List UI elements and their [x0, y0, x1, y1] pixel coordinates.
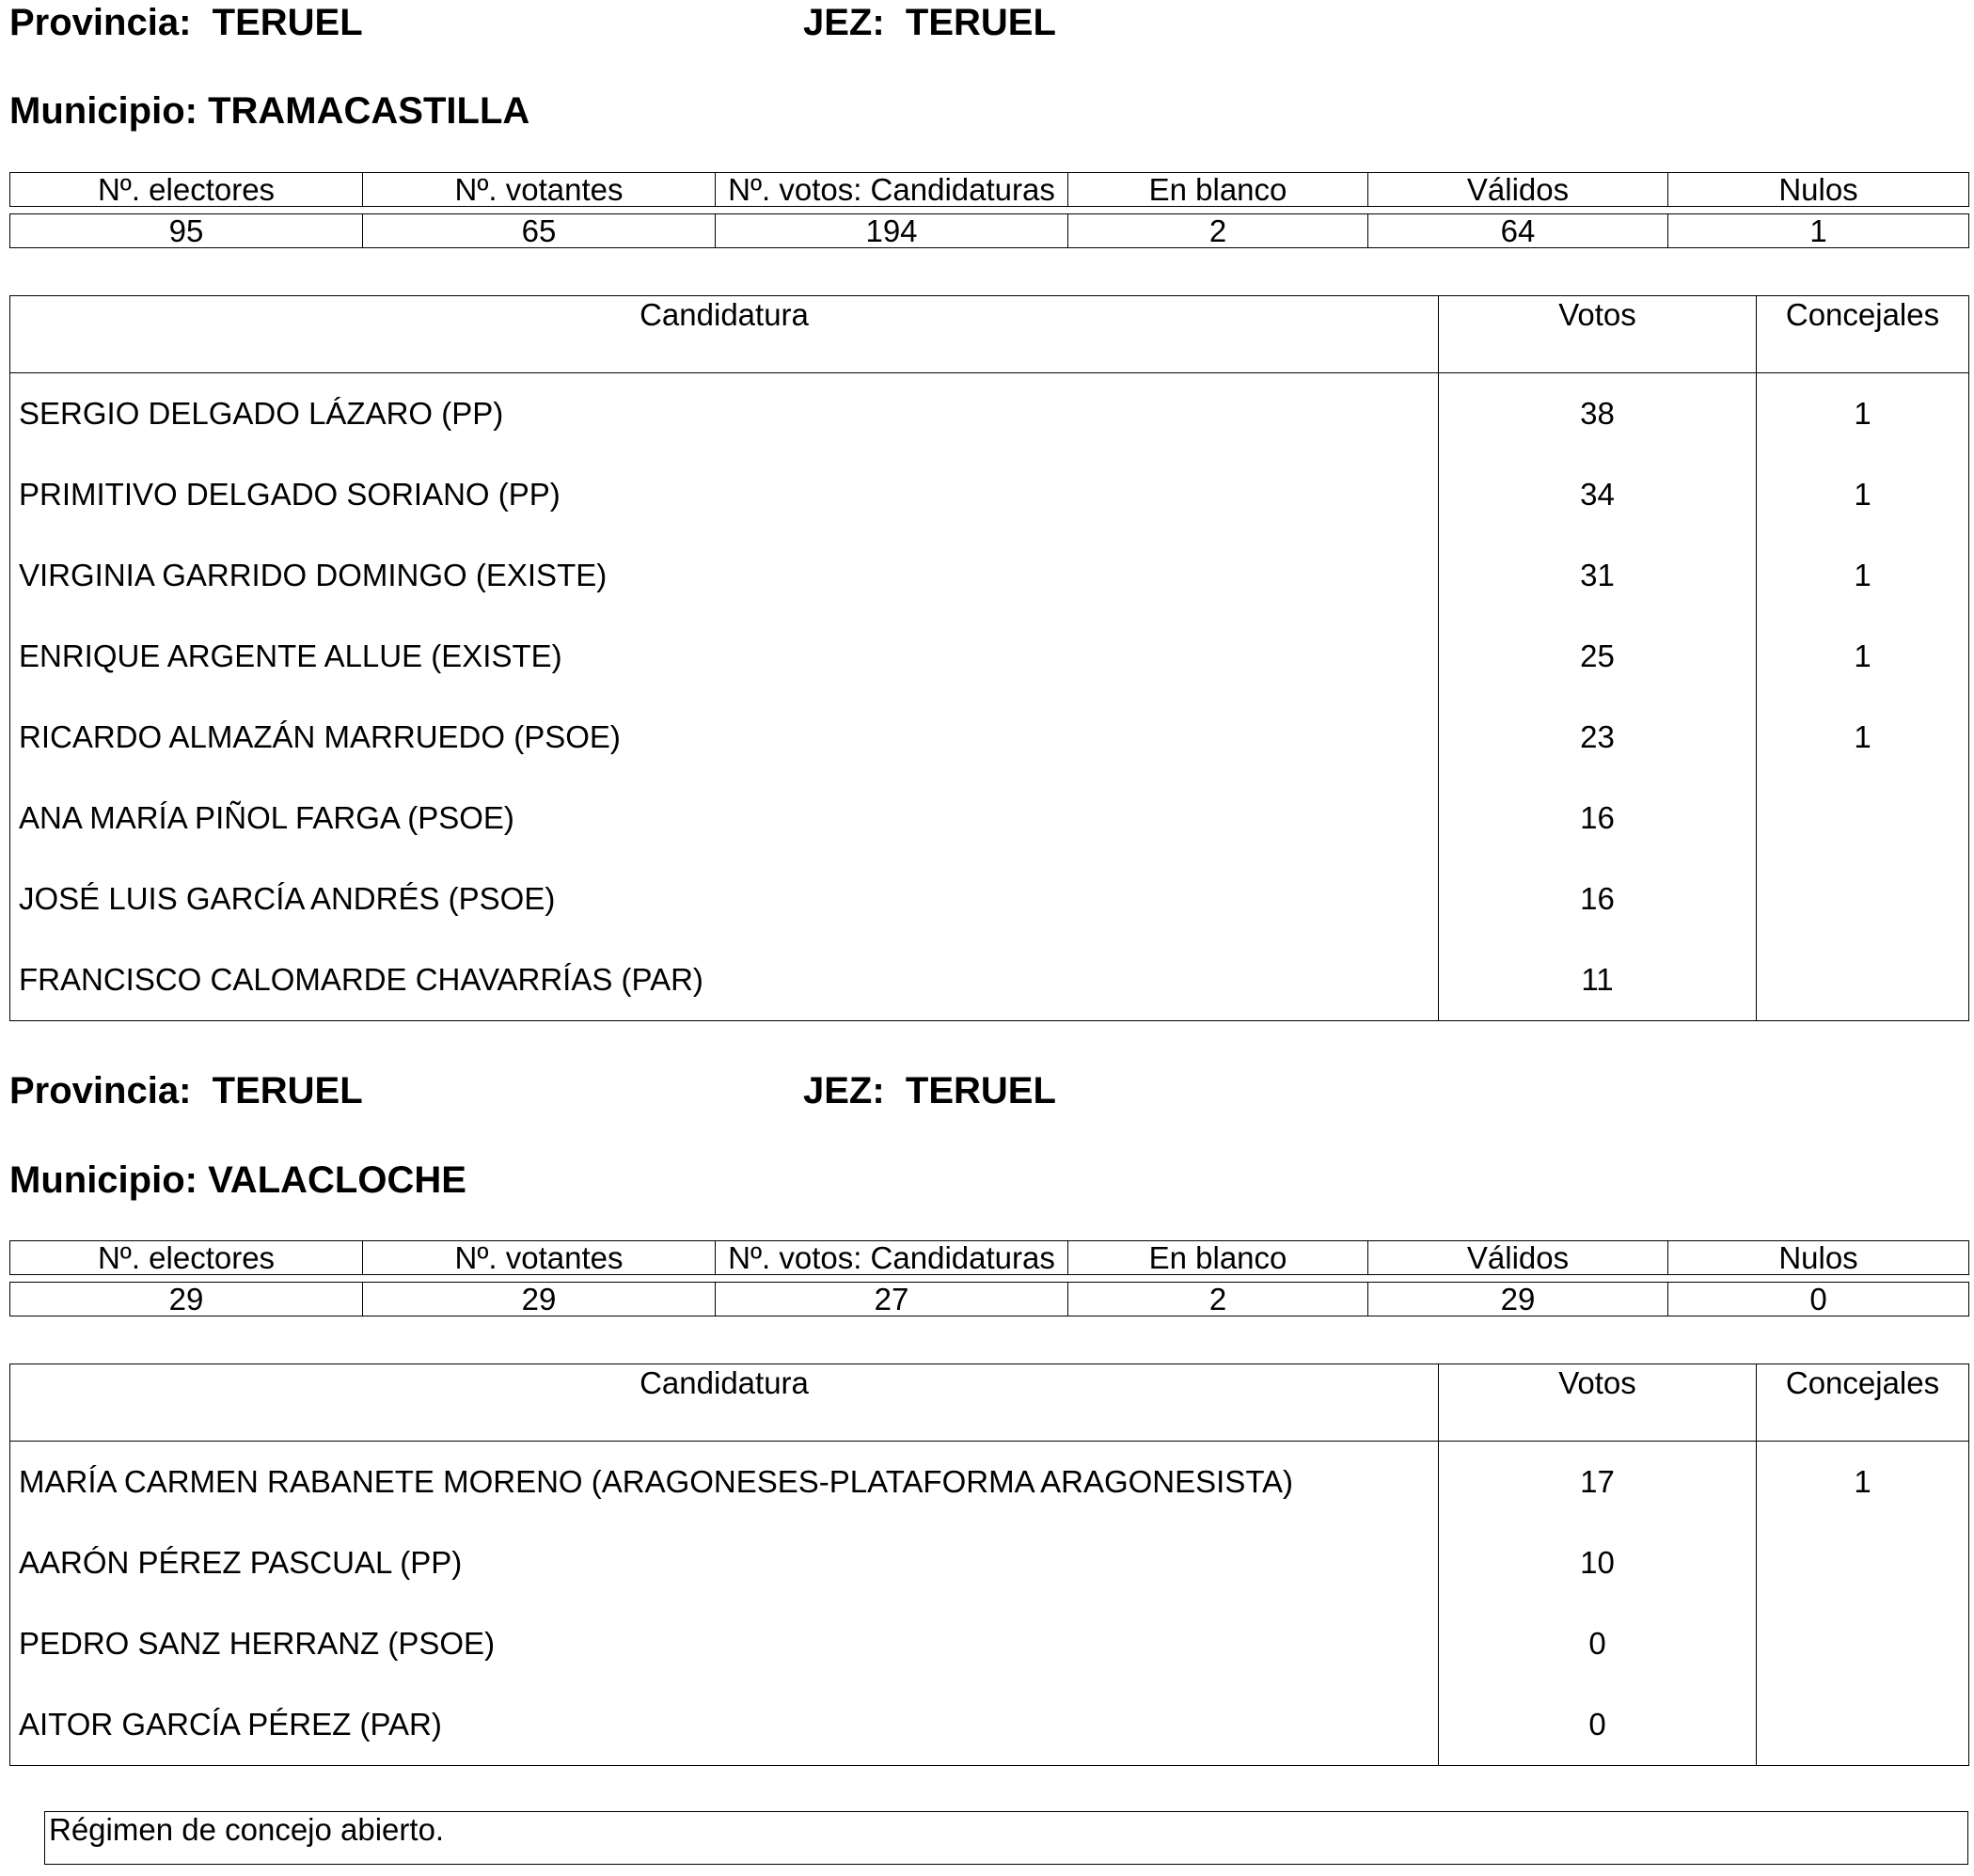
jez-label: JEZ:: [803, 2, 885, 43]
municipio-label: Municipio:: [9, 90, 197, 132]
provincia-line: [9, 4, 363, 41]
candidate-name: FRANCISCO CALOMARDE CHAVARRÍAS (PAR): [10, 939, 1439, 1021]
candidate-votos: 0: [1439, 1603, 1757, 1684]
provincia-line: [9, 1072, 363, 1110]
candidate-votos: 17: [1439, 1442, 1757, 1523]
candidate-name: ANA MARÍA PIÑOL FARGA (PSOE): [10, 778, 1439, 859]
stats-value-electores: 29: [10, 1283, 363, 1316]
table-row: [10, 859, 1969, 939]
regimen-note: Régimen de concejo abierto.: [44, 1811, 1968, 1865]
jez-label: JEZ:: [803, 1070, 885, 1111]
header-concejales: Concejales: [1757, 1364, 1969, 1442]
stats-header-nulos: Nulos: [1668, 173, 1969, 207]
stats-table: [9, 1240, 1969, 1275]
table-row: [10, 939, 1969, 1021]
stats-header-validos: Válidos: [1368, 1241, 1668, 1275]
header-candidatura: Candidatura: [10, 296, 1439, 373]
provincia-value: TERUEL: [212, 2, 363, 43]
header-votos: Votos: [1439, 296, 1757, 373]
stats-header-electores: Nº. electores: [10, 173, 363, 207]
municipio-line: [9, 92, 529, 130]
stats-header-row: [10, 173, 1969, 207]
candidate-concejales: 1: [1757, 454, 1969, 535]
jez-line: [803, 1072, 1056, 1110]
candidate-votos: 10: [1439, 1522, 1757, 1603]
stats-value-en-blanco: 2: [1068, 1283, 1368, 1316]
candidate-concejales: 1: [1757, 373, 1969, 455]
candidate-votos: 16: [1439, 859, 1757, 939]
candidates-table: [9, 1364, 1969, 1766]
table-row: [10, 778, 1969, 859]
candidate-votos: 34: [1439, 454, 1757, 535]
candidates-header-row: [10, 296, 1969, 373]
candidate-votos: 11: [1439, 939, 1757, 1021]
stats-values-table: [9, 1282, 1969, 1316]
stats-header-electores: Nº. electores: [10, 1241, 363, 1275]
municipio-value: VALACLOCHE: [208, 1159, 466, 1201]
candidate-name: ENRIQUE ARGENTE ALLUE (EXISTE): [10, 616, 1439, 697]
candidate-concejales: 1: [1757, 535, 1969, 616]
stats-value-votos-candidaturas: 27: [716, 1283, 1068, 1316]
stats-header-en-blanco: En blanco: [1068, 173, 1368, 207]
candidate-name: PEDRO SANZ HERRANZ (PSOE): [10, 1603, 1439, 1684]
jez-line: [803, 4, 1056, 41]
stats-value-row: [10, 214, 1969, 248]
jez-value: TERUEL: [905, 2, 1056, 43]
candidate-concejales: [1757, 939, 1969, 1021]
provincia-label: Provincia:: [9, 1070, 192, 1111]
candidate-concejales: 1: [1757, 697, 1969, 778]
stats-header-votantes: Nº. votantes: [363, 1241, 716, 1275]
stats-header-validos: Válidos: [1368, 173, 1668, 207]
stats-header-votantes: Nº. votantes: [363, 173, 716, 207]
stats-value-nulos: 0: [1668, 1283, 1969, 1316]
jez-value: TERUEL: [905, 1070, 1056, 1111]
candidate-name: AARÓN PÉREZ PASCUAL (PP): [10, 1522, 1439, 1603]
candidate-votos: 0: [1439, 1684, 1757, 1766]
candidate-name: VIRGINIA GARRIDO DOMINGO (EXISTE): [10, 535, 1439, 616]
header-votos: Votos: [1439, 1364, 1757, 1442]
candidate-concejales: [1757, 1522, 1969, 1603]
table-row: [10, 616, 1969, 697]
candidate-votos: 25: [1439, 616, 1757, 697]
stats-value-votantes: 65: [363, 214, 716, 248]
table-row: [10, 697, 1969, 778]
candidate-concejales: 1: [1757, 1442, 1969, 1523]
stats-value-nulos: 1: [1668, 214, 1969, 248]
table-row: [10, 373, 1969, 455]
candidate-name: MARÍA CARMEN RABANETE MORENO (ARAGONESES-PLATAFORMA ARAGONESISTA): [10, 1442, 1439, 1523]
candidate-concejales: [1757, 1603, 1969, 1684]
candidate-concejales: [1757, 778, 1969, 859]
candidate-concejales: 1: [1757, 616, 1969, 697]
stats-header-votos-candidaturas: Nº. votos: Candidaturas: [716, 173, 1068, 207]
candidate-name: PRIMITIVO DELGADO SORIANO (PP): [10, 454, 1439, 535]
provincia-value: TERUEL: [212, 1070, 363, 1111]
stats-value-electores: 95: [10, 214, 363, 248]
stats-header-en-blanco: En blanco: [1068, 1241, 1368, 1275]
provincia-label: Provincia:: [9, 2, 192, 43]
stats-values-table: [9, 213, 1969, 248]
candidate-votos: 16: [1439, 778, 1757, 859]
table-row: [10, 1522, 1969, 1603]
candidate-name: RICARDO ALMAZÁN MARRUEDO (PSOE): [10, 697, 1439, 778]
candidate-concejales: [1757, 1684, 1969, 1766]
candidate-votos: 38: [1439, 373, 1757, 455]
stats-header-row: [10, 1241, 1969, 1275]
municipio-line: [9, 1161, 466, 1199]
table-row: [10, 1442, 1969, 1523]
stats-table: [9, 172, 1969, 207]
candidates-table: [9, 295, 1969, 1021]
table-row: [10, 1684, 1969, 1766]
candidate-name: SERGIO DELGADO LÁZARO (PP): [10, 373, 1439, 455]
candidate-name: JOSÉ LUIS GARCÍA ANDRÉS (PSOE): [10, 859, 1439, 939]
candidate-name: AITOR GARCÍA PÉREZ (PAR): [10, 1684, 1439, 1766]
stats-value-votantes: 29: [363, 1283, 716, 1316]
candidate-concejales: [1757, 859, 1969, 939]
candidates-header-row: [10, 1364, 1969, 1442]
stats-value-validos: 29: [1368, 1283, 1668, 1316]
header-concejales: Concejales: [1757, 296, 1969, 373]
candidate-votos: 31: [1439, 535, 1757, 616]
stats-value-votos-candidaturas: 194: [716, 214, 1068, 248]
stats-value-row: [10, 1283, 1969, 1316]
stats-value-en-blanco: 2: [1068, 214, 1368, 248]
table-row: [10, 454, 1969, 535]
candidate-votos: 23: [1439, 697, 1757, 778]
table-row: [10, 535, 1969, 616]
stats-header-nulos: Nulos: [1668, 1241, 1969, 1275]
stats-value-validos: 64: [1368, 214, 1668, 248]
municipio-value: TRAMACASTILLA: [208, 90, 530, 132]
municipio-label: Municipio:: [9, 1159, 197, 1201]
stats-header-votos-candidaturas: Nº. votos: Candidaturas: [716, 1241, 1068, 1275]
table-row: [10, 1603, 1969, 1684]
header-candidatura: Candidatura: [10, 1364, 1439, 1442]
